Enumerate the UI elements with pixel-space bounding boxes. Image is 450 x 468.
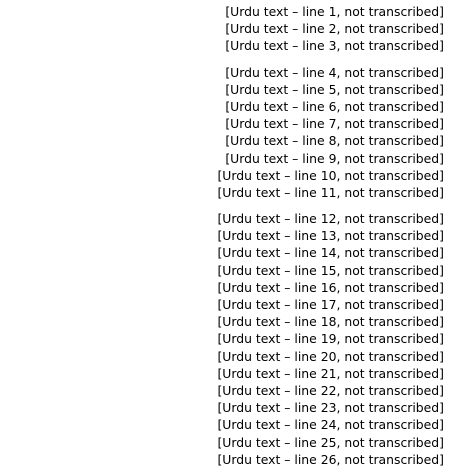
- article-paragraph-3: [6, 210, 444, 468]
- text-line: [Urdu text – line 16, not transcribed]: [217, 279, 444, 295]
- text-line: [Urdu text – line 4, not transcribed]: [225, 64, 444, 80]
- text-line: [Urdu text – line 23, not transcribed]: [217, 400, 444, 416]
- text-line: [Urdu text – line 22, not transcribed]: [217, 382, 444, 398]
- text-line: [Urdu text – line 7, not transcribed]: [225, 116, 444, 132]
- text-line: [Urdu text – line 20, not transcribed]: [217, 348, 444, 364]
- text-line: [Urdu text – line 17, not transcribed]: [217, 297, 444, 312]
- article-paragraph-2: [6, 64, 444, 202]
- text-line: [Urdu text – line 8, not transcribed]: [225, 133, 444, 149]
- text-line: [Urdu text – line 13, not transcribed]: [217, 228, 444, 244]
- text-line: [Urdu text – line 6, not transcribed]: [225, 98, 444, 114]
- text-line: [Urdu text – line 21, not transcribed]: [217, 365, 444, 381]
- text-line: [Urdu text – line 26, not transcribed]: [217, 451, 444, 467]
- text-line: [Urdu text – line 11, not transcribed]: [217, 184, 444, 200]
- article-paragraph-1: [6, 3, 444, 55]
- text-line: [Urdu text – line 1, not transcribed]: [225, 4, 444, 19]
- text-line: [Urdu text – line 12, not transcribed]: [217, 211, 444, 227]
- text-line: [Urdu text – line 24, not transcribed]: [217, 417, 444, 433]
- text-line: [Urdu text – line 2, not transcribed]: [225, 21, 444, 37]
- text-line: [Urdu text – line 19, not transcribed]: [217, 331, 444, 347]
- text-line: [Urdu text – line 15, not transcribed]: [217, 262, 444, 278]
- text-line: [Urdu text – line 3, not transcribed]: [225, 38, 444, 54]
- text-line: [Urdu text – line 10, not transcribed]: [217, 167, 444, 183]
- text-line: [Urdu text – line 9, not transcribed]: [225, 150, 444, 166]
- text-line: [Urdu text – line 18, not transcribed]: [217, 314, 444, 330]
- text-line: [Urdu text – line 14, not transcribed]: [217, 245, 444, 261]
- text-line: [Urdu text – line 25, not transcribed]: [217, 434, 444, 450]
- text-line: [Urdu text – line 5, not transcribed]: [225, 81, 444, 97]
